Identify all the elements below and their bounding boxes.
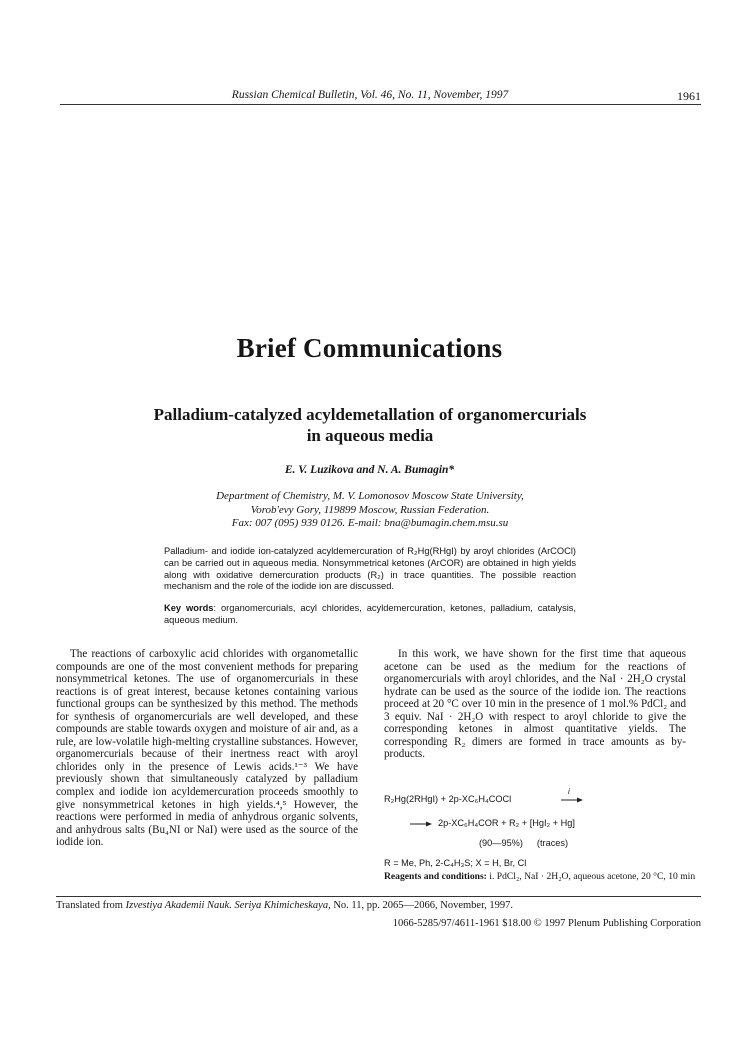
keywords <box>164 603 576 627</box>
footer-translated-prefix: Translated from <box>56 900 126 911</box>
authors: E. V. Luzikova and N. A. Bumagin* <box>284 464 455 476</box>
article-title-line-1: Palladium-catalyzed acyldemetallation of organomercurials <box>153 405 587 424</box>
footer-translated-journal: Izvestiya Akademii Nauk. Seriya Khimicheskaya, <box>125 900 331 911</box>
header-rule <box>60 104 701 105</box>
footer-rule <box>56 896 701 897</box>
scheme-conditions <box>384 871 701 883</box>
body-column-right <box>384 648 686 761</box>
keywords-label: Key words <box>164 603 214 613</box>
affiliation <box>90 490 650 531</box>
footer-copyright: 1066-5285/97/4611-1961 $18.00 © 1997 Plenum Publishing Corporation <box>392 918 701 929</box>
footer-translated-suffix: No. 11, pp. 2065—2066, November, 1997. <box>330 900 514 911</box>
body-paragraph-right: In this work, we have shown for the first time that aqueous acetone can be used as the medium for the reactions of organomercurials with aroyl chlorides, and the NaI · 2H₂O crystal hydrate can be used as the source of the iodide ion. The reactions proceed at 20 °C over 10 min in the presence of 1 mol.% PdCl₂ and 3 equiv. NaI · 2H₂O with respect to aroyl chloride to give the corresponding ketones in almost quantitative yields. The corresponding R₂ dimers are formed in trace amounts as by-products. <box>384 648 686 761</box>
article-title-line-2: in aqueous media <box>306 426 434 445</box>
scheme-conditions-text: i. PdCl₂, NaI · 2H₂O, aqueous acetone, 20 °C, 10 min <box>486 871 696 882</box>
scheme-conditions-label: Reagents and conditions: <box>384 871 487 882</box>
abstract: Palladium- and iodide ion-catalyzed acyldemercuration of R₂Hg(RHgI) by aroyl chlorides (ArCOCl) can be carried out in aqueous media. Nonsymmetrical ketones (ArCOR) are obtained in high yields along with oxidative demercuration products (R₂) in trace quantities. The possible reaction mechanism and the role of the iodide ion are discussed. <box>164 546 576 592</box>
page-number: 1961 <box>677 89 701 103</box>
reaction-arrow-icon <box>561 797 583 803</box>
affiliation-line-1: Department of Chemistry, M. V. Lomonosov Moscow State University, <box>216 490 524 502</box>
scheme-products: 2p-XC₆H₄COR + R₂ + [HgI₂ + Hg] <box>438 818 575 828</box>
scheme-substituents: R = Me, Ph, 2-C₄H₃S; X = H, Br, Cl <box>384 858 527 868</box>
article-title <box>90 404 650 446</box>
body-column-left <box>56 648 358 849</box>
section-title: Brief Communications <box>236 333 503 363</box>
scheme-yield-traces: (traces) <box>536 838 569 848</box>
body-paragraph-left: The reactions of carboxylic acid chlorides with organometallic compounds are one of the most convenient methods for preparing nonsymmetrical ketones. The use of organomercurials in these reactions is of great interest, because ketones containing various functional groups can be synthesized by this method. The methods for synthesis of organomercurials are well developed, and these compounds are stable towards oxygen and moisture of air and, as a rule, are low-volatile high-melting crystalline substances. However, organomercurials because of their inertness react with aroyl chlorides only in the presence of Lewis acids.¹⁻³ We have previously shown that simultaneously catalyzed by palladium complex and iodide ion acyldemercuration proceeds smoothly to give nonsymmetrical ketones in high yields.⁴,⁵ However, the reactions were performed in media of anhydrous organic solvents, and anhydrous salts (Bu₄NI or NaI) were used as the source of the iodide ion. <box>56 648 358 849</box>
footer-translation-note <box>56 900 513 911</box>
scheme-reactants: R₂Hg(2RHgI) + 2p-XC₆H₄COCl <box>384 794 512 804</box>
scheme-arrow-label: i <box>568 787 570 796</box>
affiliation-line-3: Fax: 007 (095) 939 0126. E-mail: bna@bumagin.chem.msu.su <box>231 517 509 529</box>
reaction-arrow-continuation-icon <box>410 821 432 827</box>
running-header-journal: Russian Chemical Bulletin, Vol. 46, No. 11, November, 1997 <box>231 89 509 101</box>
scheme-yield-main: (90—95%) <box>479 838 523 848</box>
scheme-yields <box>479 838 568 848</box>
affiliation-line-2: Vorob'evy Gory, 119899 Moscow, Russian Federation. <box>250 503 490 516</box>
keywords-text: : organomercurials, acyl chlorides, acyldemercuration, ketones, palladium, catalysis, aqueous medium. <box>164 603 577 625</box>
